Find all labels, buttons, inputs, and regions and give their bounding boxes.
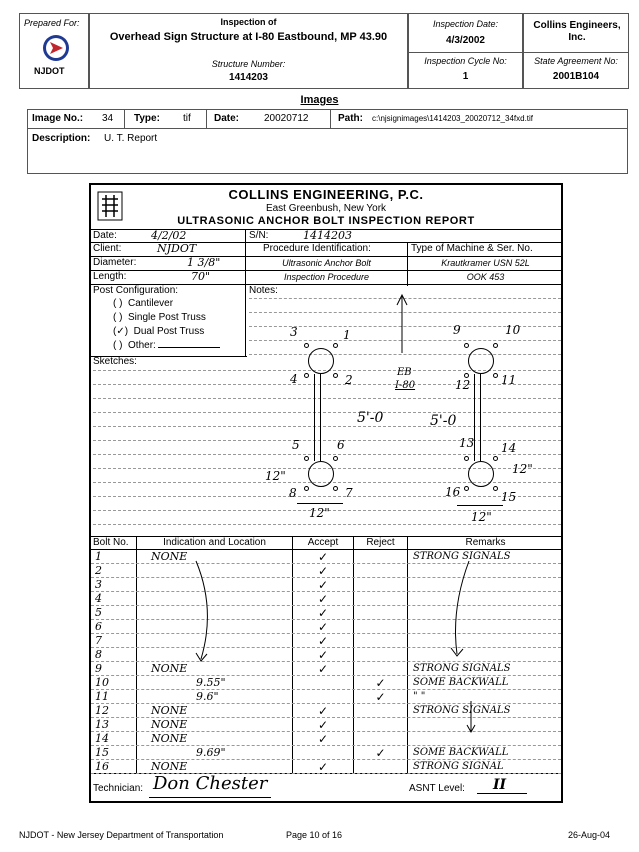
option-label: Single Post Truss: [128, 312, 206, 323]
procedure-label: Procedure Identification:: [263, 243, 371, 254]
date-label-field: Date:: [93, 230, 117, 241]
option-single-post: [113, 312, 206, 323]
bolt-label-1: 1: [343, 328, 351, 342]
left-spacing-dim: 5'-0: [357, 410, 384, 426]
remarks-value: STRONG SIGNALS: [413, 551, 511, 562]
reject-mark: ✓: [375, 676, 386, 690]
report-date: 4/2/02: [151, 229, 187, 242]
prepared-for-label: Prepared For:: [24, 18, 80, 28]
path-label: Path:: [338, 113, 363, 124]
remarks-value: STRONG SIGNAL: [413, 761, 504, 772]
remarks-value: STRONG SIGNALS: [413, 663, 511, 674]
bolt-label-7: 7: [345, 486, 353, 500]
indication-value: 9.55": [196, 676, 226, 689]
remarks-value: SOME BACKWALL: [413, 747, 509, 758]
org-name: NJDOT: [34, 66, 65, 76]
inspection-date: 4/3/2002: [446, 35, 485, 46]
bolt-number: 7: [95, 634, 102, 647]
indication-value: NONE: [151, 718, 188, 731]
image-path: c:\njsignimages\1414203_20020712_34fxd.tif: [372, 114, 534, 123]
type-label: Type:: [134, 113, 160, 124]
firm-name: Collins Engineers, Inc.: [533, 20, 621, 43]
indication-value: NONE: [151, 704, 188, 717]
diameter-label: Diameter:: [93, 257, 137, 268]
structure-box: [89, 13, 408, 89]
post-config-label: Post Configuration:: [93, 285, 179, 296]
bolt-number: 5: [95, 606, 102, 619]
structure-title: Overhead Sign Structure at I-80 Eastbound, MP 43.90: [109, 31, 388, 43]
structure-number: 1414203: [229, 72, 268, 83]
option-mark: ( ): [113, 312, 123, 323]
report-client: NJDOT: [157, 242, 197, 255]
accept-mark: ✓: [317, 634, 329, 648]
accept-mark: ✓: [317, 564, 329, 578]
agreement-label: State Agreement No:: [534, 56, 618, 66]
notes-label: Notes:: [249, 285, 278, 296]
report-company: COLLINS ENGINEERING, P.C.: [228, 187, 424, 202]
remarks-value: SOME BACKWALL: [413, 677, 509, 688]
report-sn: 1414203: [303, 229, 352, 242]
col-header-indication: Indication and Location: [163, 537, 266, 548]
right-dim-12-side: 12": [512, 462, 533, 476]
prepared-for-box: [19, 13, 89, 89]
bolt-number: 16: [95, 760, 109, 773]
accept-mark: ✓: [317, 620, 329, 634]
bolt-label-4: 4: [290, 372, 298, 386]
option-mark: ( ): [113, 340, 123, 351]
bolt-label-3: 3: [290, 325, 298, 339]
procedure-line-2: Inspection Procedure: [283, 272, 370, 282]
indication-value: NONE: [151, 662, 188, 675]
reject-mark: ✓: [375, 690, 386, 704]
bolt-label-13: 13: [459, 436, 475, 450]
indication-value: 9.69": [196, 746, 226, 759]
remarks-value: " ": [413, 691, 426, 702]
image-no: 34: [102, 113, 114, 124]
description-row: [27, 128, 628, 174]
bolt-label-11: 11: [501, 373, 517, 387]
bolt-label-9: 9: [453, 323, 461, 337]
machine-label: Type of Machine & Ser. No.: [411, 243, 533, 254]
option-label: Other:: [128, 340, 156, 351]
accept-mark: ✓: [317, 704, 329, 718]
inspection-of-label: Inspection of: [220, 17, 277, 27]
asnt-level: II: [493, 777, 507, 793]
sketches-label: Sketches:: [93, 356, 137, 367]
accept-mark: ✓: [317, 760, 329, 774]
image-no-label: Image No.:: [32, 113, 84, 124]
images-title: Images: [300, 94, 339, 106]
report-diameter: 1 3/8": [187, 256, 221, 269]
technician-signature: Don Chester: [153, 773, 268, 794]
asnt-label: ASNT Level:: [409, 783, 465, 794]
option-dual-post: [113, 326, 204, 337]
right-dim-12-bottom: 12": [471, 510, 492, 524]
accept-mark: ✓: [317, 578, 329, 592]
col-header-reject: Reject: [366, 537, 395, 548]
direction-arrow-icon: [396, 293, 408, 353]
cycle-no: 1: [462, 71, 469, 82]
image-info-row: [27, 109, 628, 129]
njdot-logo-icon: [42, 34, 70, 62]
option-mark: (✓): [113, 326, 129, 337]
option-other: [113, 340, 220, 351]
indication-value: NONE: [151, 732, 188, 745]
structure-number-label: Structure Number:: [211, 59, 286, 69]
bolt-number: 1: [95, 550, 102, 563]
indication-value: NONE: [151, 760, 188, 773]
bolt-number: 11: [95, 690, 109, 703]
option-label: Cantilever: [128, 298, 174, 309]
bolt-number: 6: [95, 620, 102, 633]
left-dim-12-bottom: 12": [309, 506, 330, 520]
date-label: Date:: [214, 113, 240, 124]
image-date: 20020712: [264, 113, 309, 124]
agreement-no: 2001B104: [552, 71, 600, 82]
indication-value: NONE: [151, 550, 188, 563]
procedure-line-1: Ultrasonic Anchor Bolt: [282, 258, 371, 268]
col-header-accept: Accept: [307, 537, 339, 548]
bolt-label-5: 5: [292, 438, 300, 452]
technician-label: Technician:: [93, 783, 144, 794]
firm-box: [523, 13, 629, 89]
footer-center: Page 10 of 16: [286, 830, 343, 840]
direction-i80: I-80: [395, 380, 416, 391]
bolt-number: 2: [95, 564, 102, 577]
direction-eb: EB: [397, 367, 412, 378]
col-header-bolt: Bolt No.: [93, 537, 129, 548]
bolt-label-14: 14: [501, 441, 517, 455]
bolt-label-16: 16: [445, 485, 461, 499]
left-dim-12-side: 12": [265, 469, 286, 483]
length-label: Length:: [93, 271, 127, 282]
accept-mark: ✓: [317, 732, 329, 746]
report-title: ULTRASONIC ANCHOR BOLT INSPECTION REPORT: [177, 215, 475, 227]
description-value: U. T. Report: [104, 133, 158, 144]
inspection-date-box: [408, 13, 523, 89]
indication-value: 9.6": [196, 690, 219, 703]
bolt-number: 8: [95, 648, 102, 661]
bracket-arrows: [91, 549, 561, 773]
ut-report-form: [89, 183, 563, 803]
inspection-date-label: Inspection Date:: [432, 19, 499, 29]
bolt-number: 4: [95, 592, 102, 605]
remarks-value: STRONG SIGNALS: [413, 705, 511, 716]
col-header-remarks: Remarks: [465, 537, 506, 548]
accept-mark: ✓: [317, 718, 329, 732]
bolt-number: 12: [95, 704, 109, 717]
accept-mark: ✓: [317, 592, 329, 606]
accept-mark: ✓: [317, 662, 329, 676]
accept-mark: ✓: [317, 648, 329, 662]
client-label: Client:: [93, 243, 122, 254]
accept-mark: ✓: [317, 550, 329, 564]
reject-mark: ✓: [375, 746, 386, 760]
sn-label: S/N:: [249, 230, 269, 241]
bolt-label-15: 15: [501, 490, 517, 504]
bolt-number: 15: [95, 746, 109, 759]
machine-line-1: Krautkramer USN 52L: [441, 258, 530, 268]
report-location: East Greenbush, New York: [265, 203, 387, 214]
machine-line-2: OOK 453: [466, 272, 505, 282]
footer-right: 26-Aug-04: [568, 830, 611, 840]
bolt-label-12: 12: [455, 378, 471, 392]
option-label: Dual Post Truss: [133, 326, 205, 337]
bolt-label-10: 10: [505, 323, 521, 337]
bolt-number: 14: [95, 732, 109, 745]
bolt-label-6: 6: [337, 438, 345, 452]
bolt-number: 9: [95, 662, 102, 675]
footer-left: NJDOT - New Jersey Department of Transportation: [19, 830, 224, 840]
accept-mark: ✓: [317, 606, 329, 620]
bolt-number: 3: [95, 578, 102, 591]
option-cantilever: [113, 298, 173, 309]
bolt-number: 13: [95, 718, 109, 731]
cycle-label: Inspection Cycle No:: [424, 56, 507, 66]
image-type: tif: [183, 113, 191, 124]
report-length: 70": [191, 270, 211, 283]
bolt-label-8: 8: [289, 486, 297, 500]
description-label: Description:: [32, 133, 91, 144]
bolt-number: 10: [95, 676, 109, 689]
bolt-label-2: 2: [345, 373, 353, 387]
right-spacing-dim: 5'-0: [430, 413, 457, 429]
option-mark: ( ): [113, 298, 123, 309]
